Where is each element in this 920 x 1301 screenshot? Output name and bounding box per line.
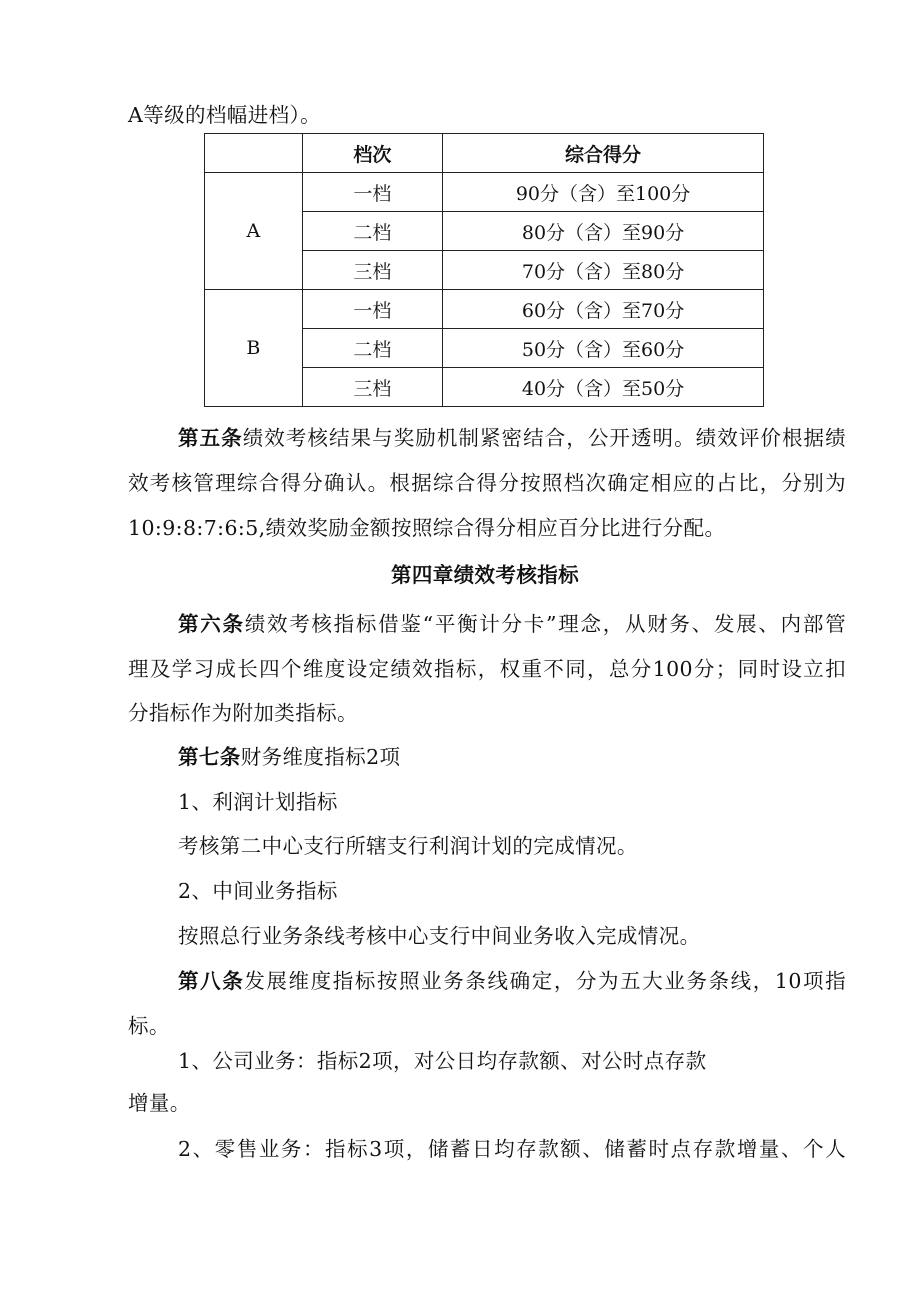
table-header-cell xyxy=(205,134,303,173)
article-8-item-1a: 1、公司业务：指标2项，对公日均存款额、对公时点存款 xyxy=(178,1049,707,1073)
article-8-item-1b: 增量。 xyxy=(128,1091,191,1115)
table-header-cell: 综合得分 xyxy=(443,134,764,173)
table-header-cell: 档次 xyxy=(302,134,442,173)
article-6-text: 绩效考核指标借鉴“平衡计分卡”理念，从财务、发展、内部管 xyxy=(244,612,846,636)
tier-cell: 三档 xyxy=(302,251,442,290)
score-cell: 70分（含）至80分 xyxy=(443,251,764,290)
article-5-line-1 xyxy=(178,424,846,452)
table-header-row xyxy=(205,134,764,173)
article-8-line-1 xyxy=(178,967,846,995)
score-cell: 90分（含）至100分 xyxy=(443,173,764,212)
tier-cell: 三档 xyxy=(302,368,442,407)
article-6-line-2: 理及学习成长四个维度设定绩效指标，权重不同，总分100分；同时设立扣 xyxy=(128,657,846,681)
tier-cell: 一档 xyxy=(302,290,442,329)
table-row xyxy=(205,290,764,329)
article-6-line-1 xyxy=(178,610,846,638)
tier-cell: 二档 xyxy=(302,212,442,251)
article-5-line-2: 效考核管理综合得分确认。根据综合得分按照档次确定相应的占比，分别为 xyxy=(128,471,846,495)
article-8-text: 发展维度指标按照业务条线确定，分为五大业务条线，10项指 xyxy=(244,969,846,993)
article-7-item-1-desc: 考核第二中心支行所辖支行利润计划的完成情况。 xyxy=(178,834,638,858)
article-8-title: 第八条 xyxy=(178,969,245,993)
article-5-title: 第五条 xyxy=(178,426,243,450)
article-7-item-1: 1、利润计划指标 xyxy=(178,790,338,814)
article-8-item-2a: 2、零售业务：指标3项，储蓄日均存款额、储蓄时点存款增量、个人 xyxy=(178,1137,846,1161)
score-cell: 80分（含）至90分 xyxy=(443,212,764,251)
article-7-item-2: 2、中间业务指标 xyxy=(178,879,338,903)
article-6-title: 第六条 xyxy=(178,612,245,636)
article-7-text: 财务维度指标2项 xyxy=(240,745,401,769)
tier-cell: 一档 xyxy=(302,173,442,212)
article-8-line-2: 标。 xyxy=(128,1014,170,1038)
article-7-line-1 xyxy=(178,743,400,771)
article-7-title: 第七条 xyxy=(178,745,241,769)
article-7-item-2-desc: 按照总行业务条线考核中心支行中间业务收入完成情况。 xyxy=(178,924,701,948)
score-cell: 60分（含）至70分 xyxy=(443,290,764,329)
tier-cell: 二档 xyxy=(302,329,442,368)
article-5-line-3: 10:9:8:7:6:5,绩效奖励金额按照综合得分相应百分比进行分配。 xyxy=(128,516,726,540)
chapter-heading: 第四章绩效考核指标 xyxy=(390,563,580,587)
table-row xyxy=(205,173,764,212)
article-6-line-3: 分指标作为附加类指标。 xyxy=(128,701,358,725)
score-cell: 50分（含）至60分 xyxy=(443,329,764,368)
grade-table xyxy=(204,133,764,407)
grade-label-cell: B xyxy=(205,290,303,407)
score-cell: 40分（含）至50分 xyxy=(443,368,764,407)
grade-label-cell: A xyxy=(205,173,303,290)
article-5-text: 绩效考核结果与奖励机制紧密结合，公开透明。绩效评价根据绩 xyxy=(242,426,847,450)
intro-line: A等级的档幅进档）。 xyxy=(128,103,322,127)
